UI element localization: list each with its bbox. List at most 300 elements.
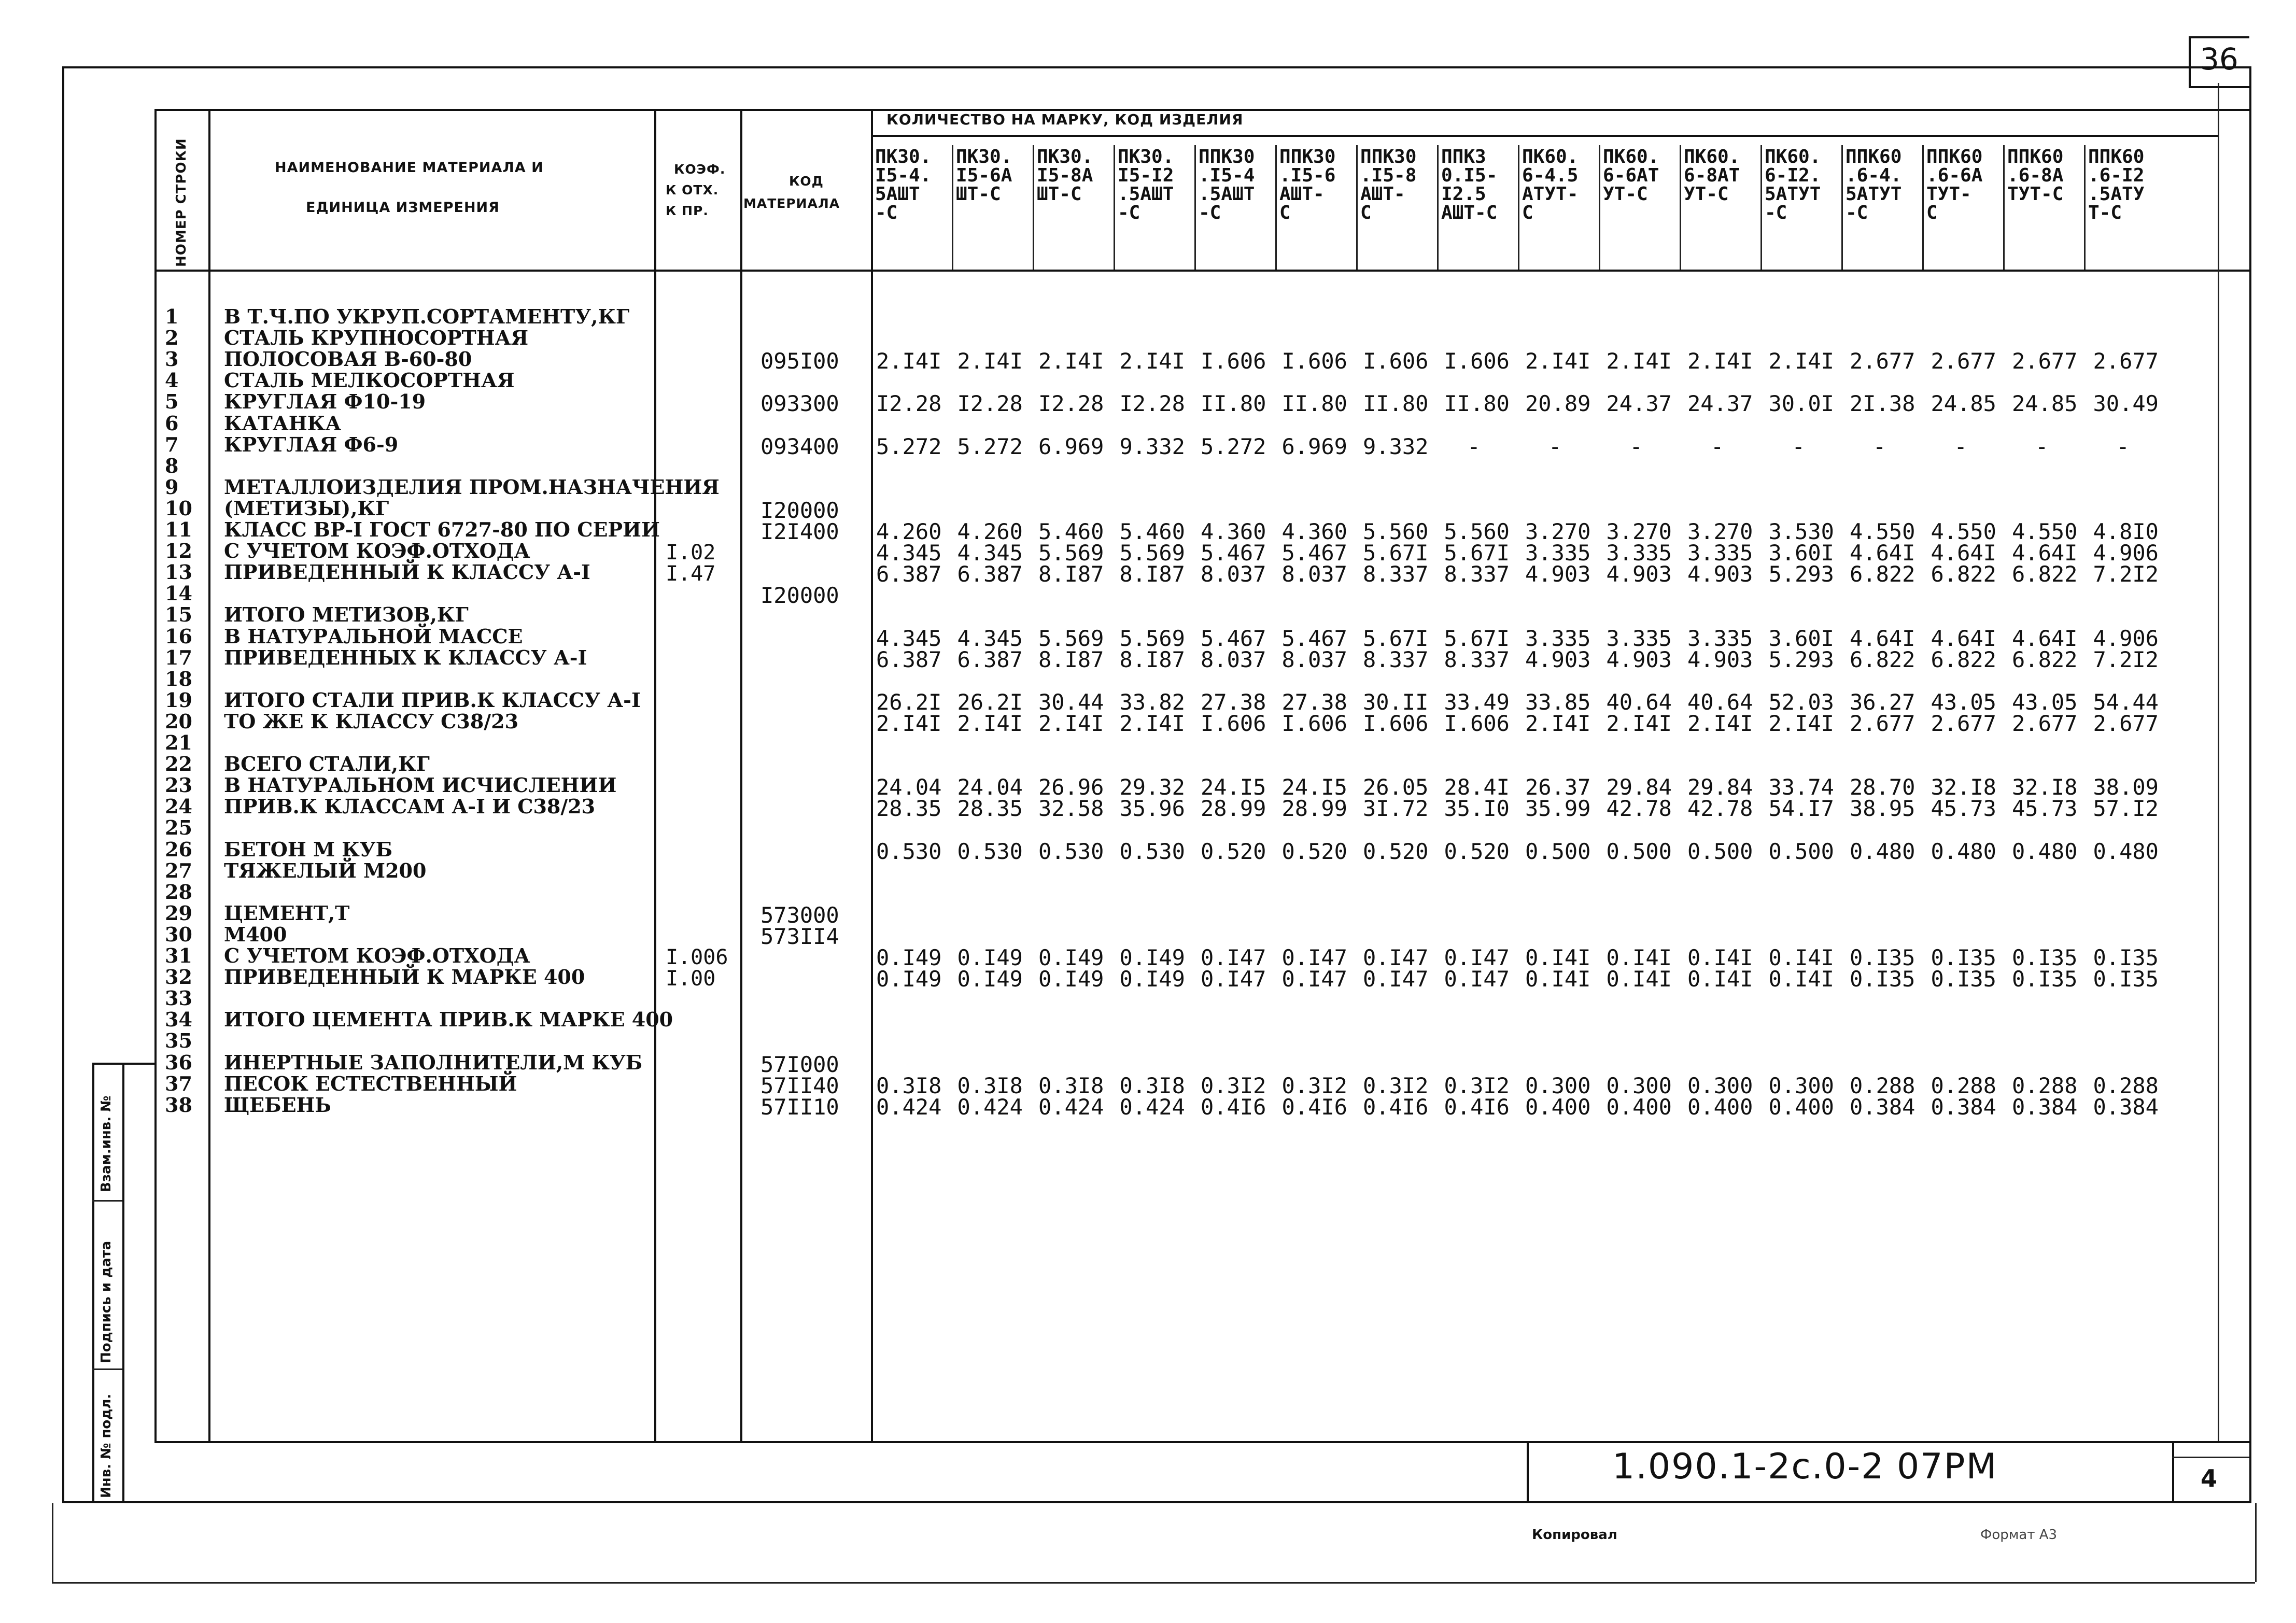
mark-header: ПК30. I5-8А ШТ-С (1037, 148, 1093, 205)
material-name: ИТОГО ЦЕМЕНТА ПРИВ.К МАРКЕ 400 (224, 1008, 673, 1032)
quantity-cell: 0.I49 (957, 945, 1023, 970)
quantity-cell: I.606 (1444, 710, 1510, 736)
material-name: КЛАСС ВР-I ГОСТ 6727-80 ПО СЕРИИ (224, 518, 660, 541)
koef-header-2: К ОТХ. (666, 182, 719, 197)
quantity-cell: 0.I35 (1931, 966, 1996, 992)
quantity-cell: 52.03 (1768, 689, 1834, 715)
row-number: 16 (165, 624, 192, 648)
material-code: 573II4 (760, 923, 839, 949)
quantity-cell: 0.300 (1687, 1072, 1753, 1098)
material-name-header-1: НАИМЕНОВАНИЕ МАТЕРИАЛА И (275, 160, 544, 176)
quantity-cell: 0.520 (1281, 838, 1347, 864)
page-number: 36 (2200, 41, 2238, 77)
material-code: 093300 (760, 391, 839, 417)
row-number: 35 (165, 1029, 192, 1053)
quantity-cell: 2.I4I (1768, 348, 1834, 374)
quantity-cell: 2.677 (1931, 710, 1996, 736)
quantity-cell: I2.28 (876, 391, 942, 417)
copied-label: Копировал (1532, 1527, 1617, 1543)
quantity-cell: 2.I4I (1119, 348, 1185, 374)
quantity-cell: 4.550 (1931, 519, 1996, 544)
quantity-cell: 4.8I0 (2093, 519, 2159, 544)
quantity-cell: 6.387 (876, 646, 942, 672)
quantity-cell: 2.I4I (957, 710, 1023, 736)
row-number: 20 (165, 709, 192, 733)
row-number: 3 (165, 347, 179, 371)
row-number: 19 (165, 688, 192, 712)
quantity-cell: 2.677 (2093, 348, 2159, 374)
quantity-cell: 24.I5 (1201, 774, 1266, 800)
row-number: 21 (165, 731, 192, 754)
mark-header: ППК60 .6-8А ТУТ-С (2007, 148, 2064, 205)
quantity-cell: 0.424 (957, 1094, 1023, 1120)
quantity-cell: 8.037 (1281, 561, 1347, 587)
quantity-cell: 0.3I2 (1444, 1072, 1510, 1098)
quantity-cell: 2.I4I (957, 348, 1023, 374)
quantity-cell: I.606 (1363, 348, 1429, 374)
code-header-1: КОД (789, 174, 824, 189)
quantity-cell: 0.3I2 (1363, 1072, 1429, 1098)
material-code: I2I400 (760, 519, 839, 544)
quantity-cell: 6.822 (1850, 561, 1915, 587)
quantity-cell: 2.I4I (1038, 348, 1104, 374)
quantity-cell: 0.424 (1038, 1094, 1104, 1120)
quantity-cell: - (1954, 433, 1967, 459)
row-number: 24 (165, 795, 192, 818)
material-name: КАТАНКА (224, 411, 342, 435)
quantity-cell: I.606 (1201, 348, 1266, 374)
quantity-cell: - (1711, 433, 1724, 459)
quantity-cell: 3.60I (1768, 540, 1834, 566)
mark-header: ПК60. 6-8АТ УТ-С (1684, 148, 1740, 205)
quantity-cell: 20.89 (1525, 391, 1591, 417)
quantity-cell: 4.906 (2093, 625, 2159, 651)
quantity-cell: 2.677 (1850, 710, 1915, 736)
quantity-cell: 45.73 (2012, 796, 2078, 822)
quantity-cell: 6.822 (2012, 561, 2078, 587)
quantity-cell: 2.I4I (1525, 710, 1591, 736)
quantity-cell: 28.70 (1850, 774, 1915, 800)
quantity-cell: 24.85 (1931, 391, 1996, 417)
quantity-cell: 0.384 (1850, 1094, 1915, 1120)
row-number: 10 (165, 496, 192, 520)
quantity-cell: 3.270 (1687, 519, 1753, 544)
quantity-cell: 3.335 (1525, 540, 1591, 566)
quantity-cell: 35.I0 (1444, 796, 1510, 822)
quantity-cell: 5.569 (1038, 540, 1104, 566)
quantity-cell: 0.480 (2012, 838, 2078, 864)
row-number: 11 (165, 518, 192, 541)
material-name: МЕТАЛЛОИЗДЕЛИЯ ПРОМ.НАЗНАЧЕНИЯ (224, 475, 720, 499)
quantity-cell: - (2116, 433, 2130, 459)
quantity-cell: 0.I35 (1850, 966, 1915, 992)
quantity-cell: 30.44 (1038, 689, 1104, 715)
quantity-cell: 0.288 (2012, 1072, 2078, 1098)
quantity-cell: 4.64I (1931, 540, 1996, 566)
quantity-cell: 0.500 (1606, 838, 1672, 864)
quantity-cell: 8.037 (1201, 561, 1266, 587)
quantity-cell: 8.337 (1363, 561, 1429, 587)
quantity-cell: 6.822 (1931, 646, 1996, 672)
quantity-cell: 0.300 (1525, 1072, 1591, 1098)
quantity-cell: 26.96 (1038, 774, 1104, 800)
row-number: 34 (165, 1008, 192, 1032)
row-number: 36 (165, 1050, 192, 1074)
quantity-cell: 2.677 (2012, 348, 2078, 374)
row-number: 29 (165, 901, 192, 925)
quantity-cell: 8.I87 (1119, 561, 1185, 587)
quantity-cell: 38.95 (1850, 796, 1915, 822)
quantity-cell: 0.384 (2012, 1094, 2078, 1120)
document-code: 1.090.1-2с.0-2 07РМ (1612, 1446, 1998, 1487)
quantity-cell: 5.67I (1444, 625, 1510, 651)
quantity-cell: 2.I4I (1768, 710, 1834, 736)
material-name: М400 (224, 922, 287, 946)
quantity-cell: 24.37 (1687, 391, 1753, 417)
quantity-cell: 2.I4I (1119, 710, 1185, 736)
material-name: ТО ЖЕ К КЛАССУ С38/23 (224, 709, 519, 733)
quantity-cell: 5.272 (957, 433, 1023, 459)
quantity-cell: 5.467 (1201, 625, 1266, 651)
quantity-cell: 28.35 (876, 796, 942, 822)
quantity-cell: 26.2I (876, 689, 942, 715)
quantity-cell: 4.345 (876, 540, 942, 566)
quantity-cell: 2.677 (2093, 710, 2159, 736)
quantity-cell: 3.335 (1687, 625, 1753, 651)
row-number: 5 (165, 390, 179, 414)
quantity-cell: 4.906 (2093, 540, 2159, 566)
material-code: 57I000 (760, 1051, 839, 1077)
quantity-cell: 5.467 (1281, 540, 1347, 566)
quantity-cell: 0.I4I (1768, 945, 1834, 970)
koef-value: I.02 (666, 541, 716, 565)
quantity-cell: II.80 (1363, 391, 1429, 417)
mark-header: ППК60 .6-I2 .5АТУ Т-С (2088, 148, 2145, 223)
quantity-cell: 43.05 (2012, 689, 2078, 715)
quantity-cell: 9.332 (1363, 433, 1429, 459)
quantity-cell: 0.3I8 (957, 1072, 1023, 1098)
quantity-cell: 28.4I (1444, 774, 1510, 800)
quantity-cell: 0.288 (1850, 1072, 1915, 1098)
quantity-cell: 8.337 (1444, 646, 1510, 672)
quantity-cell: 5.467 (1201, 540, 1266, 566)
quantity-cell: I2.28 (1038, 391, 1104, 417)
mark-header: ПК60. 6-4.5 АТУТ- С (1522, 148, 1579, 223)
quantity-cell: 57.I2 (2093, 796, 2159, 822)
material-name: ЩЕБЕНЬ (224, 1093, 331, 1117)
quantity-cell: 4.345 (876, 625, 942, 651)
mark-header: ППК60 .6-6А ТУТ- С (1926, 148, 1983, 223)
quantity-cell: 0.I35 (2093, 966, 2159, 992)
quantity-cell: 0.480 (1850, 838, 1915, 864)
quantity-cell: 0.3I8 (876, 1072, 942, 1098)
quantity-cell: 2.I4I (1687, 348, 1753, 374)
quantity-cell: 4.903 (1525, 646, 1591, 672)
quantity-cell: 0.3I8 (1119, 1072, 1185, 1098)
quantity-cell: 2.I4I (1525, 348, 1591, 374)
quantity-cell: II.80 (1444, 391, 1510, 417)
quantity-cell: 0.300 (1606, 1072, 1672, 1098)
mark-header: ППК3 0.I5- I2.5 АШТ-С (1441, 148, 1498, 223)
quantity-cell: 2.I4I (1038, 710, 1104, 736)
quantity-cell: 3.530 (1768, 519, 1834, 544)
quantity-cell: 42.78 (1687, 796, 1753, 822)
material-name: ИНЕРТНЫЕ ЗАПОЛНИТЕЛИ,М КУБ (224, 1050, 643, 1074)
material-code: 57II40 (760, 1072, 839, 1098)
row-number: 25 (165, 816, 192, 840)
quantity-cell: 0.520 (1444, 838, 1510, 864)
quantity-cell: 0.I49 (1038, 966, 1104, 992)
quantity-cell: 0.424 (876, 1094, 942, 1120)
quantity-cell: 4.64I (1931, 625, 1996, 651)
quantity-cell: 6.822 (1850, 646, 1915, 672)
quantity-cell: 5.569 (1119, 540, 1185, 566)
quantity-cell: - (1467, 433, 1481, 459)
quantity-cell: 0.4I6 (1281, 1094, 1347, 1120)
quantity-cell: 0.3I8 (1038, 1072, 1104, 1098)
sheet-number: 4 (2201, 1464, 2218, 1492)
quantity-cell: 0.3I2 (1281, 1072, 1347, 1098)
quantity-cell: 5.272 (876, 433, 942, 459)
quantity-cell: 0.I47 (1363, 945, 1429, 970)
quantity-cell: - (1629, 433, 1643, 459)
quantity-cell: 0.I47 (1444, 966, 1510, 992)
quantity-cell: - (1548, 433, 1562, 459)
row-number: 8 (165, 454, 179, 477)
row-number: 6 (165, 411, 179, 435)
quantity-cell: I.606 (1363, 710, 1429, 736)
quantity-cell: 40.64 (1606, 689, 1672, 715)
quantity-cell: 0.I47 (1281, 945, 1347, 970)
quantity-cell: 3.335 (1525, 625, 1591, 651)
quantity-cell: 30.0I (1768, 391, 1834, 417)
quantity-cell: 0.500 (1768, 838, 1834, 864)
quantity-cell: 32.I8 (1931, 774, 1996, 800)
row-number: 26 (165, 837, 192, 861)
quantity-cell: 0.I49 (1119, 945, 1185, 970)
quantity-cell: 4.345 (957, 540, 1023, 566)
material-code: 57II10 (760, 1094, 839, 1120)
material-name: В НАТУРАЛЬНОМ ИСЧИСЛЕНИИ (224, 773, 617, 797)
quantity-cell: - (1873, 433, 1886, 459)
quantity-cell: 0.I4I (1606, 966, 1672, 992)
quantity-cell: 0.I49 (876, 966, 942, 992)
material-code: 573000 (760, 902, 839, 928)
mark-header: ПК60. 6-6АТ УТ-С (1603, 148, 1659, 205)
quantity-cell: 40.64 (1687, 689, 1753, 715)
quantity-cell: 0.300 (1768, 1072, 1834, 1098)
quantity-cell: 8.337 (1363, 646, 1429, 672)
quantity-cell: 4.360 (1201, 519, 1266, 544)
quantity-cell: 0.I47 (1444, 945, 1510, 970)
material-code: 093400 (760, 433, 839, 459)
quantity-cell: 5.569 (1038, 625, 1104, 651)
quantity-cell: 0.400 (1606, 1094, 1672, 1120)
quantity-cell: 2.I4I (876, 348, 942, 374)
quantity-cell: 4.345 (957, 625, 1023, 651)
material-name: ИТОГО СТАЛИ ПРИВ.К КЛАССУ А-I (224, 688, 641, 712)
row-number: 1 (165, 305, 179, 328)
row-number: 4 (165, 369, 179, 392)
quantity-cell: 0.4I6 (1444, 1094, 1510, 1120)
mark-header: ППК30 .I5-6 АШТ- С (1279, 148, 1336, 223)
quantity-header: КОЛИЧЕСТВО НА МАРКУ, КОД ИЗДЕЛИЯ (886, 111, 1244, 128)
quantity-cell: I.606 (1444, 348, 1510, 374)
quantity-cell: 4.903 (1687, 646, 1753, 672)
quantity-cell: - (2035, 433, 2049, 459)
material-name: ИТОГО МЕТИЗОВ,КГ (224, 603, 469, 627)
quantity-cell: I.606 (1281, 710, 1347, 736)
row-number: 31 (165, 944, 192, 967)
row-number: 9 (165, 475, 179, 499)
quantity-cell: 38.09 (2093, 774, 2159, 800)
koef-header-3: К ПР. (666, 203, 709, 218)
quantity-cell: 0.384 (1931, 1094, 1996, 1120)
quantity-cell: 6.969 (1281, 433, 1347, 459)
quantity-cell: 36.27 (1850, 689, 1915, 715)
quantity-cell: 4.64I (2012, 540, 2078, 566)
quantity-cell: 2.I4I (1687, 710, 1753, 736)
material-name: (МЕТИЗЫ),КГ (224, 496, 389, 520)
quantity-cell: 4.360 (1281, 519, 1347, 544)
koef-value: I.47 (666, 562, 716, 586)
quantity-cell: 2.677 (2012, 710, 2078, 736)
material-name-header-2: ЕДИНИЦА ИЗМЕРЕНИЯ (306, 200, 500, 216)
quantity-cell: 0.520 (1363, 838, 1429, 864)
quantity-cell: 3.335 (1687, 540, 1753, 566)
quantity-cell: 5.467 (1281, 625, 1347, 651)
quantity-cell: II.80 (1201, 391, 1266, 417)
quantity-cell: 26.05 (1363, 774, 1429, 800)
quantity-cell: 0.480 (1931, 838, 1996, 864)
quantity-cell: 0.480 (2093, 838, 2159, 864)
quantity-cell: 2.I4I (1606, 348, 1672, 374)
code-header-2: МАТЕРИАЛА (743, 196, 840, 211)
quantity-cell: 0.288 (1931, 1072, 1996, 1098)
quantity-cell: 35.99 (1525, 796, 1591, 822)
mark-header: ППК30 .I5-4 .5АШТ -С (1199, 148, 1255, 223)
quantity-cell: 0.I47 (1201, 945, 1266, 970)
quantity-cell: 32.58 (1038, 796, 1104, 822)
quantity-cell: 0.I47 (1201, 966, 1266, 992)
material-name: ТЯЖЕЛЫЙ М200 (224, 858, 427, 882)
quantity-cell: 5.293 (1768, 561, 1834, 587)
mark-header: ППК30 .I5-8 АШТ- С (1360, 148, 1417, 223)
quantity-cell: 32.I8 (2012, 774, 2078, 800)
quantity-cell: 3.60I (1768, 625, 1834, 651)
row-number-header: НОМЕР СТРОКИ (174, 138, 189, 267)
row-number: 2 (165, 326, 179, 350)
material-name: СТАЛЬ МЕЛКОСОРТНАЯ (224, 369, 515, 392)
quantity-cell: 0.I47 (1281, 966, 1347, 992)
quantity-cell: 43.05 (1931, 689, 1996, 715)
replace-inv-label: Взам.инв. № (98, 1095, 114, 1192)
row-number: 14 (165, 582, 192, 605)
quantity-cell: 0.I35 (2012, 966, 2078, 992)
material-name: ПРИВЕДЕННЫХ К КЛАССУ А-I (224, 645, 587, 669)
row-number: 33 (165, 986, 192, 1010)
quantity-cell: 4.260 (876, 519, 942, 544)
quantity-cell: 9.332 (1119, 433, 1185, 459)
material-name: С УЧЕТОМ КОЭФ.ОТХОДА (224, 539, 530, 563)
quantity-cell: 8.I87 (1038, 561, 1104, 587)
quantity-cell: 2.I4I (876, 710, 942, 736)
quantity-cell: 0.I49 (1038, 945, 1104, 970)
quantity-cell: 28.99 (1281, 796, 1347, 822)
material-code: I20000 (760, 497, 839, 523)
quantity-cell: 33.82 (1119, 689, 1185, 715)
quantity-cell: 0.520 (1201, 838, 1266, 864)
quantity-cell: 0.I35 (2012, 945, 2078, 970)
quantity-cell: 3I.72 (1363, 796, 1429, 822)
quantity-cell: I2.28 (957, 391, 1023, 417)
row-number: 28 (165, 880, 192, 904)
quantity-cell: 24.37 (1606, 391, 1672, 417)
quantity-cell: 0.3I2 (1201, 1072, 1266, 1098)
material-name: БЕТОН М КУБ (224, 837, 393, 861)
quantity-cell: 45.73 (1931, 796, 1996, 822)
quantity-cell: 6.969 (1038, 433, 1104, 459)
mark-header: ПК30. I5-6А ШТ-С (956, 148, 1012, 205)
quantity-cell: 24.85 (2012, 391, 2078, 417)
quantity-cell: 8.I87 (1038, 646, 1104, 672)
material-name: В НАТУРАЛЬНОЙ МАССЕ (224, 624, 523, 648)
quantity-cell: I.606 (1281, 348, 1347, 374)
row-number: 15 (165, 603, 192, 627)
quantity-cell: 4.64I (2012, 625, 2078, 651)
quantity-cell: 29.84 (1606, 774, 1672, 800)
material-name: ПРИВЕДЕННЫЙ К КЛАССУ А-I (224, 560, 590, 584)
quantity-cell: 35.96 (1119, 796, 1185, 822)
quantity-cell: 0.530 (876, 838, 942, 864)
quantity-cell: 5.560 (1363, 519, 1429, 544)
quantity-cell: 4.903 (1606, 646, 1672, 672)
quantity-cell: 5.272 (1201, 433, 1266, 459)
quantity-cell: 8.037 (1201, 646, 1266, 672)
quantity-cell: 6.387 (957, 561, 1023, 587)
quantity-cell: 0.400 (1525, 1094, 1591, 1120)
material-name: КРУГЛАЯ Ф10-19 (224, 390, 426, 414)
row-number: 38 (165, 1093, 192, 1117)
quantity-cell: 8.I87 (1119, 646, 1185, 672)
quantity-cell: 5.67I (1363, 540, 1429, 566)
quantity-cell: 4.550 (1850, 519, 1915, 544)
material-code: I20000 (760, 583, 839, 609)
row-number: 13 (165, 560, 192, 584)
quantity-cell: 42.78 (1606, 796, 1672, 822)
material-name: ПЕСОК ЕСТЕСТВЕННЫЙ (224, 1071, 517, 1095)
mark-header: ПК60. 6-I2. 5АТУТ -С (1765, 148, 1821, 223)
material-name: С УЧЕТОМ КОЭФ.ОТХОДА (224, 944, 530, 967)
quantity-cell: 3.270 (1525, 519, 1591, 544)
quantity-cell: 28.99 (1201, 796, 1266, 822)
quantity-cell: 5.460 (1119, 519, 1185, 544)
quantity-cell: 2I.38 (1850, 391, 1915, 417)
quantity-cell: 33.74 (1768, 774, 1834, 800)
quantity-cell: 0.400 (1687, 1094, 1753, 1120)
quantity-cell: 24.I5 (1281, 774, 1347, 800)
material-name: В Т.Ч.ПО УКРУП.СОРТАМЕНТУ,КГ (224, 305, 630, 328)
mark-header: ПК30. I5-I2 .5АШТ -С (1118, 148, 1174, 223)
row-number: 18 (165, 667, 192, 690)
quantity-cell: 4.903 (1525, 561, 1591, 587)
inv-number-label: Инв. № подл. (98, 1393, 114, 1498)
quantity-cell: 4.550 (2012, 519, 2078, 544)
quantity-cell: 0.I49 (957, 966, 1023, 992)
quantity-cell: 0.4I6 (1363, 1094, 1429, 1120)
quantity-cell: 0.400 (1768, 1094, 1834, 1120)
quantity-cell: 0.4I6 (1201, 1094, 1266, 1120)
